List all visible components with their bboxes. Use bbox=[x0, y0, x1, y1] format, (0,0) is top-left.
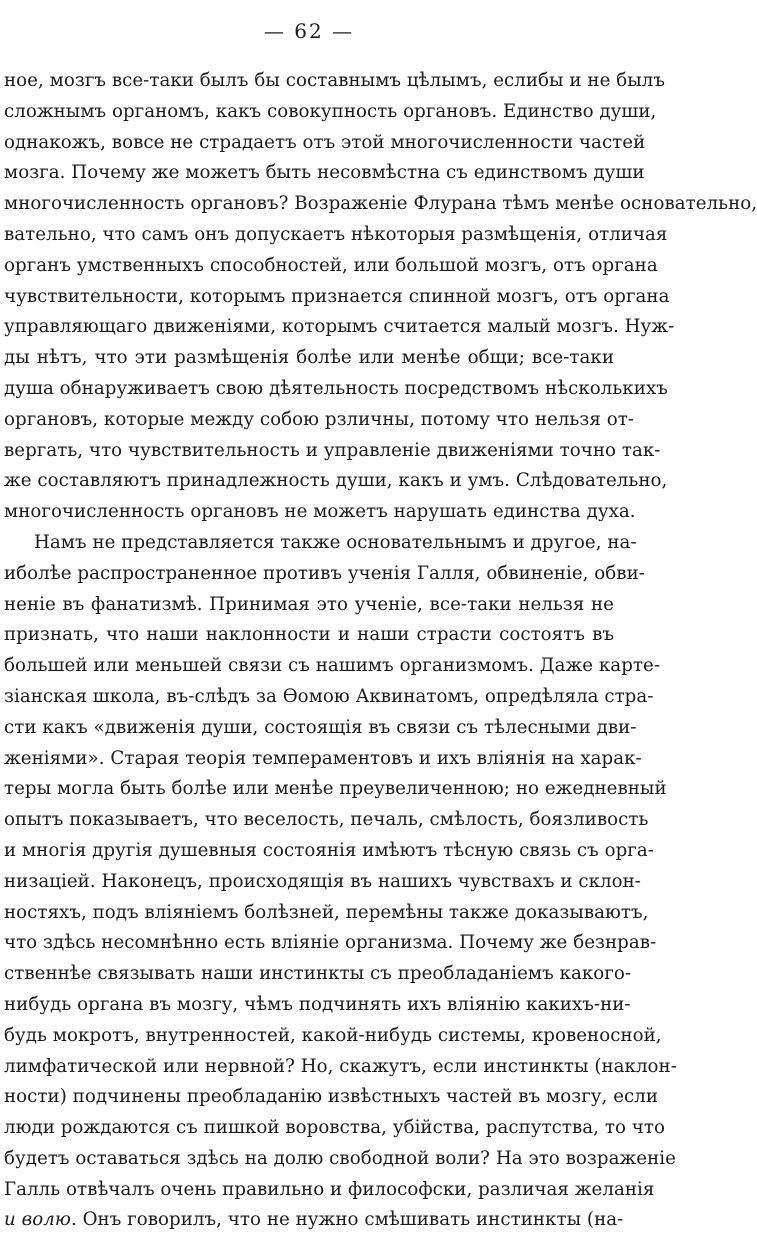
text-line-last bbox=[4, 1205, 624, 1236]
text-line: однакожъ, вовсе не страдаетъ отъ этой многочисленности частей bbox=[4, 131, 646, 153]
text-line: ды нѣтъ, что эти размѣщенія болѣе или менѣе общи; все-таки bbox=[4, 347, 614, 369]
text-line: ностяхъ, подъ вліяніемъ болѣзней, перемѣны также доказываютъ, bbox=[4, 901, 649, 923]
text-line: женіями». Старая теорія темпераментовъ и ихъ вліянія на харак- bbox=[4, 747, 642, 769]
text-fragment: . Онъ говорилъ, что не нужно смѣшивать инстинкты (на- bbox=[70, 1209, 624, 1231]
text-line: органъ умственныхъ способностей, или большой мозгъ, отъ органа bbox=[4, 254, 658, 276]
text-line: лимфатической или нервной? Но, скажутъ, если инстинкты (наклон- bbox=[4, 1055, 677, 1077]
page-body bbox=[4, 66, 757, 1236]
text-line: чувствительности, которымъ признается спинной мозгъ, отъ органа bbox=[4, 285, 670, 307]
text-line: низаціей. Наконецъ, происходящія въ нашихъ чувствахъ и склон- bbox=[4, 870, 641, 892]
text-line: опытъ показываетъ, что веселость, печаль, смѣлость, боязливость bbox=[4, 809, 649, 831]
text-line: нибудь органа въ мозгу, чѣмъ подчинять ихъ вліянію какихъ-ни- bbox=[4, 993, 631, 1015]
text-line: будетъ оставаться здѣсь на долю свободной воли? На это возраженіе bbox=[4, 1147, 676, 1169]
text-line: признать, что наши наклонности и наши страсти состоятъ въ bbox=[4, 624, 614, 646]
text-line: теры могла быть болѣе или менѣе преувеличенною; но ежедневный bbox=[4, 778, 667, 800]
text-line: многочисленность органовъ не можетъ нарушать единства духа. bbox=[4, 501, 636, 523]
paragraph-1 bbox=[4, 66, 757, 528]
text-line: Галль отвѣчалъ очень правильно и философски, различая желанія bbox=[4, 1178, 655, 1200]
text-line: ственнѣе связывать наши инстинкты съ преобладаніемъ какого- bbox=[4, 963, 632, 985]
paragraph-2 bbox=[4, 528, 677, 1236]
text-line: ное, мозгъ все-таки былъ бы составнымъ цѣлымъ, еслибы и не былъ bbox=[4, 70, 665, 91]
text-line: Намъ не представляется также основательнымъ и другое, на- bbox=[34, 531, 637, 553]
text-line: неніе въ фанатизмѣ. Принимая это ученіе, все-таки нельзя не bbox=[4, 593, 614, 615]
text-line: ности) подчинены преобладанію извѣстныхъ частей въ мозгу, если bbox=[4, 1086, 659, 1108]
text-line: люди рождаются съ пишкой воровства, убійства, распутства, то что bbox=[4, 1117, 665, 1139]
text-line: органовъ, которые между собою рзличны, потому что нельзя от- bbox=[4, 408, 634, 430]
text-line: многочисленность органовъ? Возраженіе Флурана тѣмъ менѣе основательно, bbox=[4, 193, 757, 215]
italic-term: и волю bbox=[4, 1209, 71, 1231]
text-line: же составляютъ принадлежность души, какъ и умъ. Слѣдовательно, bbox=[4, 470, 668, 492]
text-line: сложнымъ органомъ, какъ совокупность органовъ. Единство души, bbox=[4, 100, 657, 122]
text-line: и многія другія душевныя состоянія имѣютъ тѣсную связь съ орга- bbox=[4, 839, 654, 861]
text-line: мозга. Почему же можетъ быть несовмѣстна съ единствомъ души bbox=[4, 162, 645, 184]
text-line: будь мокротъ, внутренностей, какой-нибудь системы, кровеносной, bbox=[4, 1024, 662, 1046]
text-line: душа обнаруживаетъ свою дѣятельность посредствомъ нѣсколькихъ bbox=[4, 377, 668, 399]
text-line: большей или меньшей связи съ нашимъ организмомъ. Даже карте- bbox=[4, 655, 661, 677]
text-line: управляющаго движеніями, которымъ считается малый мозгъ. Нуж- bbox=[4, 316, 675, 338]
text-line: иболѣе распространенное противъ ученія Галля, обвиненіе, обви- bbox=[4, 562, 645, 584]
text-line: зіанская школа, въ-слѣдъ за Ѳомою Аквинатомъ, опредѣляла стра- bbox=[4, 685, 654, 707]
page-number: — 62 — bbox=[263, 19, 355, 43]
text-line: вательно, что самъ онъ допускаетъ нѣкоторыя размѣщенія, отличая bbox=[4, 223, 668, 245]
text-line: что здѣсь несомнѣнно есть вліяніе организма. Почему же безнрав- bbox=[4, 932, 657, 954]
text-line: вергать, что чувствительность и управленіе движеніями точно так- bbox=[4, 439, 661, 461]
text-line: сти какъ «движенія души, состоящія въ связи съ тѣлесными дви- bbox=[4, 716, 637, 738]
